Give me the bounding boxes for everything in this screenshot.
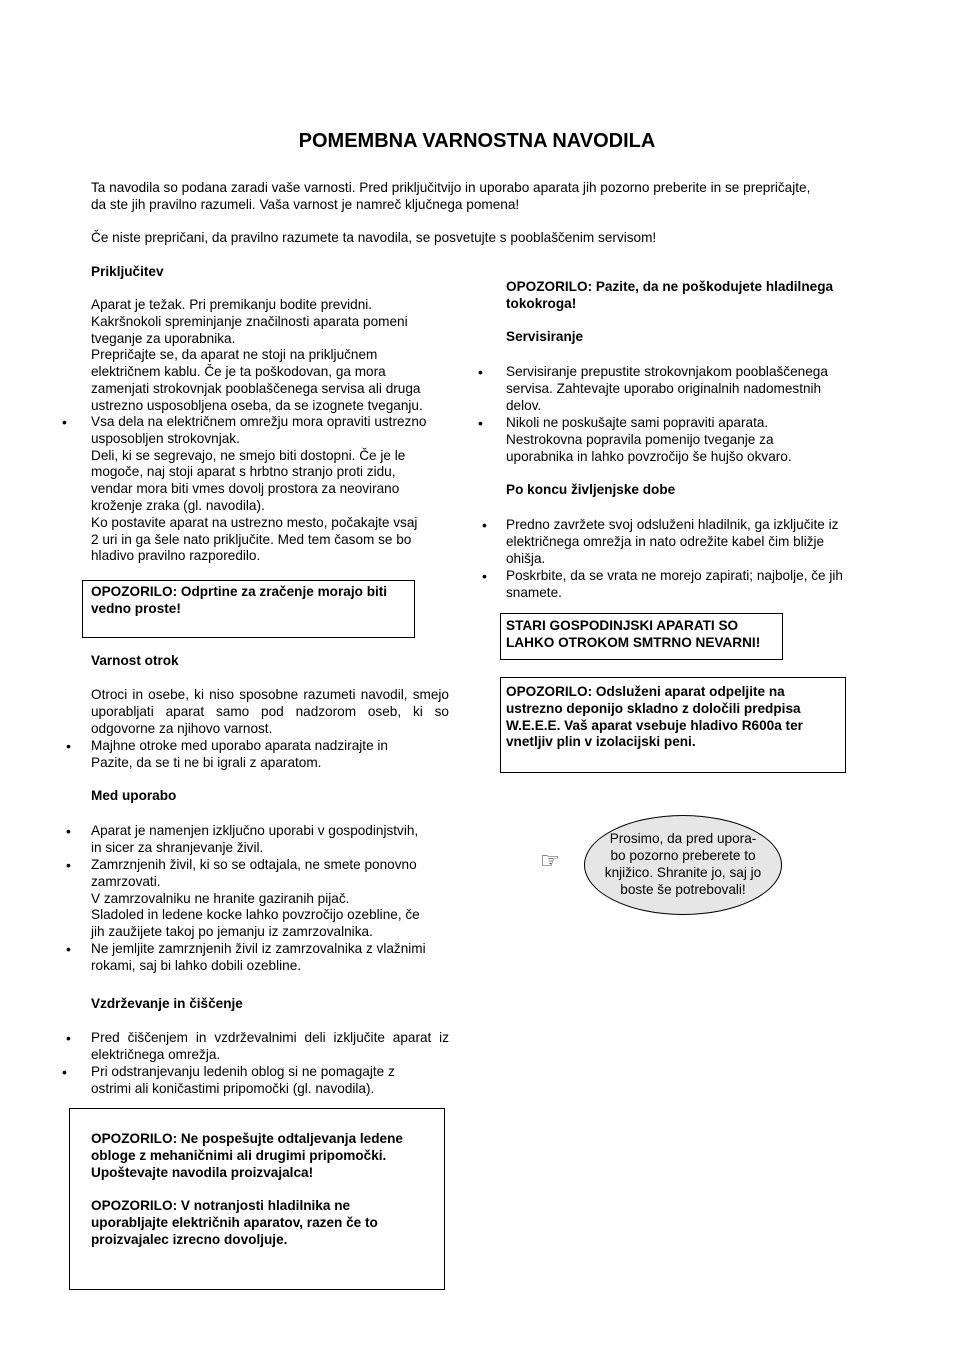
text-line: Pri odstranjevanju ledenih oblog si ne pomagajte z <box>91 1064 395 1079</box>
text-line: OPOZORILO: Odprtine za zračenje morajo biti <box>91 584 388 599</box>
intro-paragraph <box>91 180 881 214</box>
text-line: obloge z mehaničnimi ali drugimi pripomočki. <box>91 1147 387 1163</box>
text-line: Prepričajte se, da aparat ne stoji na priključnem <box>91 347 378 363</box>
text-line: Poskrbite, da se vrata ne morejo zapirati; najbolje, če jih <box>506 568 843 583</box>
text-line: W.E.E.E. Vaš aparat vsebuje hladivo R600a ter <box>506 717 803 733</box>
bullet-dot: • <box>62 414 67 430</box>
bullet-dot: • <box>478 415 483 431</box>
text-line: vendar mora biti vmes dovolj prostora za neovirano <box>91 481 400 497</box>
warning-electric-appliances <box>91 1198 436 1248</box>
text-line: snamete. <box>506 584 562 600</box>
konec-bullet-2 <box>506 568 886 602</box>
text-line: rokami, saj bi lahko dobili ozebline. <box>91 957 302 973</box>
bullet-dot: • <box>62 1064 67 1080</box>
pointing-hand-icon: ☞ <box>540 848 560 873</box>
bullet-dot: • <box>66 823 71 839</box>
text-line: OPOZORILO: Odsluženi aparat odpeljite na <box>506 684 785 699</box>
text-line: Pazite, da se ti ne bi igrali z aparatom. <box>91 754 322 770</box>
text-line: kroženje zraka (gl. navodila). <box>91 497 265 513</box>
text-line: Vsa dela na električnem omrežju mora opraviti ustrezno <box>91 414 427 429</box>
section-heading-varnost-otrok: Varnost otrok <box>91 653 179 668</box>
servisiranje-bullet-2 <box>506 415 886 465</box>
text-line: delov. <box>506 397 542 413</box>
text-line: električnega omrežja in nato odrežite kabel čim bližje <box>506 533 825 549</box>
vzdrzevanje-bullet-2 <box>91 1064 461 1098</box>
intro-line: da ste jih pravilno razumeli. Vaša varnost je namreč ključnega pomena! <box>91 196 520 212</box>
section-heading-vzdrzevanje: Vzdrževanje in čiščenje <box>91 996 243 1011</box>
text-line: zamrzovati. <box>91 873 161 889</box>
text-line: Ne jemljite zamrznjenih živil iz zamrzovalnika z vlažnimi <box>91 941 426 956</box>
text-line: ohišja. <box>506 550 546 566</box>
text-line: električnem kablu. Če je ta poškodovan, ga mora <box>91 364 386 380</box>
text-line: hladivo pravilno razporedilo. <box>91 548 261 564</box>
reminder-bubble <box>584 815 782 915</box>
bullet-dot: • <box>482 517 487 533</box>
bullet-dot: • <box>66 738 71 754</box>
text-line: in sicer za shranjevanje živil. <box>91 839 264 855</box>
text-line: Zamrznjenih živil, ki so se odtajala, ne smete ponovno <box>91 857 417 872</box>
text-line: mogoče, naj stoji aparat s hrbtno stranjo proti zidu, <box>91 464 396 480</box>
warning-weee <box>506 684 844 751</box>
text-line: boste še potrebovali! <box>620 881 746 897</box>
text-line: tveganje za uporabnika. <box>91 330 236 346</box>
text-line: uporabljajte električnih aparatov, razen če to <box>91 1214 378 1230</box>
intro-line: Ta navodila so podana zaradi vaše varnosti. Pred priključitvijo in uporabo aparata jih pozorno preberite in se prepričajte, <box>91 180 811 195</box>
text-line: ustrezno deponijo skladno z določili predpisa <box>506 700 801 716</box>
warning-cooling-circuit <box>506 279 886 313</box>
bullet-dot: • <box>482 568 487 584</box>
text-line: STARI GOSPODINJSKI APARATI SO <box>506 618 739 633</box>
intro-note: Če niste prepričani, da pravilno razumete ta navodila, se posvetujte s pooblaščenim servisom! <box>91 230 657 245</box>
text-line: OPOZORILO: Ne pospešujte odtaljevanja ledene <box>91 1131 403 1146</box>
section-heading-servisiranje: Servisiranje <box>506 329 584 344</box>
text-line: LAHKO OTROKOM SMTRNO NEVARNI! <box>506 634 761 650</box>
warning-ventilation <box>91 584 411 618</box>
text-line: knjižico. Shranite jo, saj jo <box>604 865 762 880</box>
warning-defrost <box>91 1131 436 1181</box>
text-line: bo pozorno preberete to <box>610 848 756 864</box>
text-line: zamenjati strokovnjak pooblaščenega servisa ali druga <box>91 380 421 396</box>
text-line: V zamrzovalniku ne hranite gaziranih pijač. <box>91 890 350 906</box>
vzdrzevanje-bullet-1: Pred čiščenjem in vzdrževalnimi deli izključite aparat iz električnega omrežja. <box>91 1030 449 1062</box>
text-line: ostrimi ali koničastimi pripomočki (gl. navodila). <box>91 1080 375 1096</box>
warning-children <box>506 618 784 652</box>
servisiranje-bullet-1 <box>506 364 886 414</box>
text-line: Ko postavite aparat na ustrezno mesto, počakajte vsaj <box>91 514 418 530</box>
text-line: Kakršnokoli spreminjanje značilnosti aparata pomeni <box>91 313 408 329</box>
bullet-dot: • <box>66 941 71 957</box>
text-line: vedno proste! <box>91 600 181 616</box>
text-line: usposobljen strokovnjak. <box>91 430 240 446</box>
page-title: POMEMBNA VARNOSTNA NAVODILA <box>298 130 656 152</box>
text-line: Aparat je namenjen izključno uporabi v gospodinjstvih, <box>91 823 419 838</box>
konec-bullet-1 <box>506 517 886 567</box>
text-line: OPOZORILO: Pazite, da ne poškodujete hladilnega <box>506 279 834 294</box>
bullet-dot: • <box>478 364 483 380</box>
text-line: Predno zavržete svoj odsluženi hladilnik, ga izključite iz <box>506 517 839 532</box>
text-line: servisa. Zahtevajte uporabo originalnih nadomestnih <box>506 380 822 396</box>
text-line: Prosimo, da pred upora- <box>609 831 757 847</box>
med-uporabo-bullet-3 <box>91 941 461 975</box>
med-uporabo-bullet-2 <box>91 857 461 941</box>
section-heading-konec: Po koncu življenjske dobe <box>506 482 676 497</box>
varnost-otrok-bullet <box>91 738 461 772</box>
section-heading-prikljucitev: Priključitev <box>91 264 164 279</box>
text-line: 2 uri in ga šele nato priključite. Med tem časom se bo <box>91 531 412 547</box>
section-heading-med-uporabo: Med uporabo <box>91 788 177 803</box>
text-line: ustrezno usposobljena oseba, da se izognete tveganju. <box>91 397 423 413</box>
text-line: jih zaužijete takoj po jemanju iz zamrzovalnika. <box>91 924 373 940</box>
text-line: Nikoli ne poskušajte sami popraviti aparata. <box>506 415 769 430</box>
med-uporabo-bullet-1 <box>91 823 461 857</box>
prikljucitev-text <box>91 297 461 415</box>
reminder-bubble-text <box>605 831 761 898</box>
text-line: tokokroga! <box>506 295 577 311</box>
text-line: Servisiranje prepustite strokovnjakom pooblaščenega <box>506 364 828 379</box>
bullet-dot: • <box>66 1030 71 1046</box>
text-line: uporabnika in lahko povzročijo še hujšo okvaro. <box>506 448 792 464</box>
varnost-otrok-text: Otroci in osebe, ki niso sposobne razumeti navodil, smejo uporabljati aparat samo pod nadzorom oseb, ki so odgovorne za njihovo varnost. <box>91 687 449 736</box>
text-line: OPOZORILO: V notranjosti hladilnika ne <box>91 1198 351 1213</box>
text-line: Sladoled in ledene kocke lahko povzročijo ozebline, če <box>91 907 420 923</box>
text-line: Aparat je težak. Pri premikanju bodite previdni. <box>91 297 373 312</box>
text-line: Majhne otroke med uporabo aparata nadzirajte in <box>91 738 388 753</box>
text-line: Upoštevajte navodila proizvajalca! <box>91 1164 314 1180</box>
bullet-dot: • <box>66 857 71 873</box>
text-line: proizvajalec izrecno dovoljuje. <box>91 1231 288 1247</box>
text-line: vnetljiv plin v izolacijski peni. <box>506 734 696 750</box>
text-line: Nestrokovna popravila pomenijo tveganje za <box>506 431 774 447</box>
prikljucitev-bullet <box>91 414 461 565</box>
text-line: Deli, ki se segrevajo, ne smejo biti dostopni. Če je le <box>91 447 406 463</box>
